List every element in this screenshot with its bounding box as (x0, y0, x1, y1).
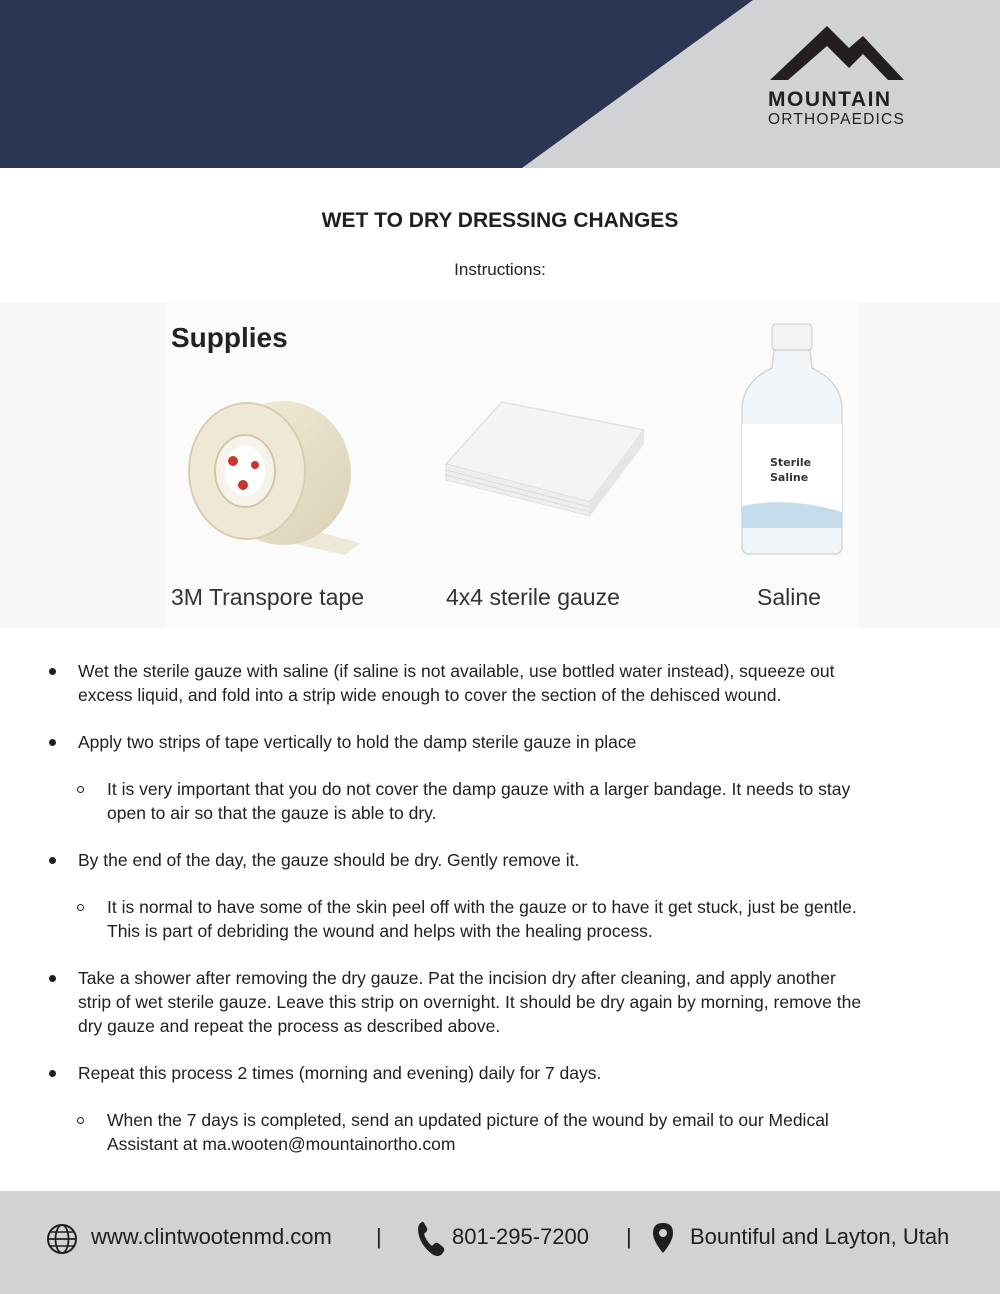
list-item-line: Wet the sterile gauze with saline (if saline is not available, use bottled water instead), squeeze out (78, 661, 835, 681)
list-bullet (49, 1070, 56, 1077)
list-bullet (49, 857, 56, 864)
header-band (0, 0, 1000, 168)
document-title: WET TO DRY DRESSING CHANGES (321, 209, 679, 232)
phone-icon (416, 1220, 446, 1258)
saline-bottle-image (738, 320, 848, 560)
footer-location: Bountiful and Layton, Utah (690, 1224, 950, 1249)
list-bullet (49, 668, 56, 675)
gauze-pad-image (440, 390, 650, 530)
sub-list-item-line: When the 7 days is completed, send an updated picture of the wound by email to our Medical (107, 1110, 829, 1130)
supply-label-gauze: 4x4 sterile gauze (446, 584, 620, 610)
document-subtitle: Instructions: (454, 260, 546, 279)
list-item-line: Apply two strips of tape vertically to hold the damp sterile gauze in place (78, 732, 637, 752)
list-item-line: Take a shower after removing the dry gauze. Pat the incision dry after cleaning, and apply another (78, 968, 836, 988)
supply-label-tape: 3M Transpore tape (171, 584, 365, 610)
supplies-heading: Supplies (171, 322, 288, 353)
sub-list-item-line: Assistant at ma.wooten@mountainortho.com (107, 1134, 456, 1154)
list-sub-bullet (77, 904, 84, 911)
footer-separator: | (626, 1224, 632, 1249)
bottle-label-line-2: Saline (770, 471, 809, 484)
globe-icon (46, 1223, 78, 1255)
logo-subtitle: ORTHOPAEDICS (768, 111, 905, 128)
footer-phone-link[interactable]: 801-295-7200 (452, 1224, 590, 1249)
sub-list-item-line: It is normal to have some of the skin peel off with the gauze or to have it get stuck, just be gentle. (107, 897, 857, 917)
sub-list-item-line: It is very important that you do not cover the damp gauze with a larger bandage. It needs to stay (107, 779, 851, 799)
mountain-icon (770, 22, 904, 82)
list-item-line: strip of wet sterile gauze. Leave this strip on overnight. It should be dry again by morning, remove the (78, 992, 862, 1012)
list-item-line: dry gauze and repeat the process as described above. (78, 1016, 501, 1036)
list-item-line: By the end of the day, the gauze should be dry. Gently remove it. (78, 850, 580, 870)
mountain-orthopaedics-logo (760, 22, 920, 132)
list-sub-bullet (77, 786, 84, 793)
bottle-label-line-1: Sterile (770, 456, 812, 469)
list-bullet (49, 739, 56, 746)
sub-list-item-line: This is part of debriding the wound and helps with the healing process. (107, 921, 653, 941)
list-item-line: excess liquid, and fold into a strip wide enough to cover the section of the dehisced wound. (78, 685, 782, 705)
supply-label-saline: Saline (757, 584, 821, 610)
list-sub-bullet (77, 1117, 84, 1124)
list-item-line: Repeat this process 2 times (morning and evening) daily for 7 days. (78, 1063, 602, 1083)
sub-list-item-line: open to air so that the gauze is able to dry. (107, 803, 437, 823)
tape-roll-image (185, 395, 370, 565)
footer-website-link[interactable]: www.clintwootenmd.com (91, 1224, 332, 1249)
footer-separator: | (376, 1224, 382, 1249)
logo-name: MOUNTAIN (768, 88, 892, 111)
location-pin-icon (652, 1222, 674, 1254)
list-bullet (49, 975, 56, 982)
